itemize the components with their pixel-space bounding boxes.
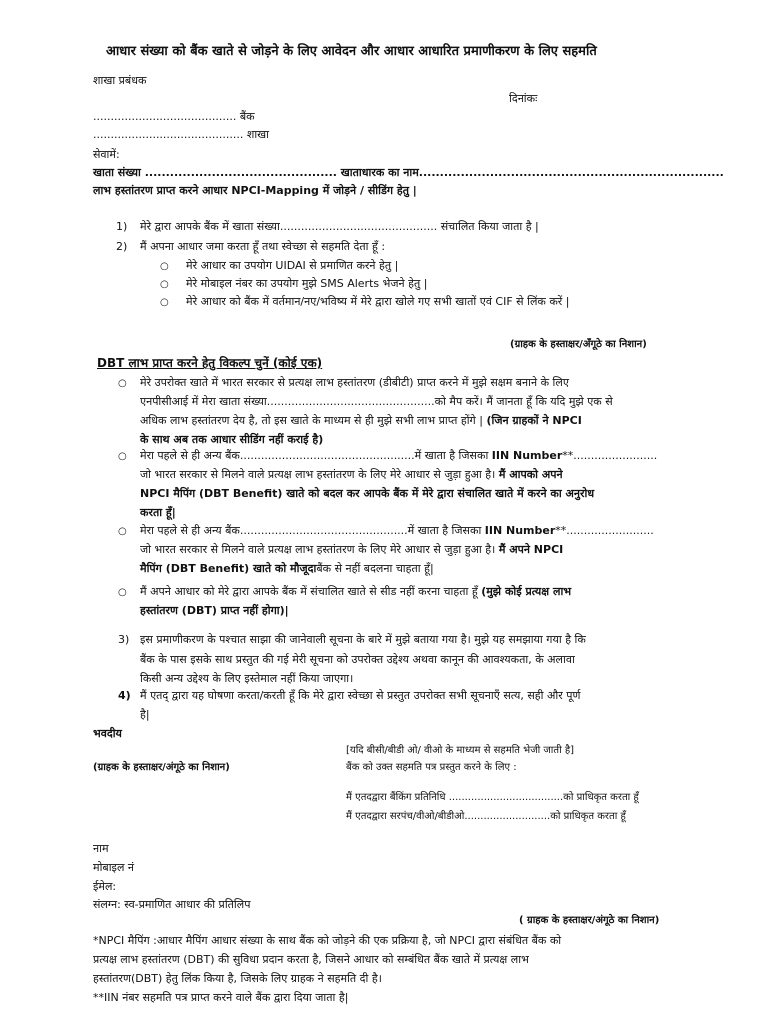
dbt-option-1-line-2: एनपीसीआई में मेरा खाता संख्या................................................को मैप करें। मैं जानता हूँ कि यदि मुझे एक से	[140, 395, 613, 408]
item-1-text: मेरे द्वारा आपके बैंक में खाता संख्या............................................. संचालित किया जाता है |	[140, 220, 539, 233]
dbt-option-1-line-4: के साथ अब तक आधार सीडिंग नहीं कराई है)	[140, 433, 324, 446]
bullet-icon: ○	[160, 261, 169, 272]
item-4-line-2: है|	[140, 708, 150, 721]
name-label: नाम	[93, 842, 109, 855]
bullet-icon: ○	[160, 297, 169, 308]
salutation: सेवामें:	[93, 148, 120, 161]
option-bullet-icon: ○	[118, 378, 127, 389]
bc-authorization-2: मैं एतदद्वारा सरपंच/वीओ/बीडीओ...........................को प्राधिकृत करता हूँ	[346, 811, 626, 822]
option-bullet-icon: ○	[118, 451, 127, 462]
yours-faithfully: भवदीय	[93, 727, 122, 740]
option-bullet-icon: ○	[118, 587, 127, 598]
item-3-number: 3)	[118, 633, 130, 646]
bc-note-line-1: [यदि बीसी/बीडी ओ/ वीओ के माध्यम से सहमति भेजी जाती है]	[346, 745, 575, 756]
dbt-option-2-line-2: जो भारत सरकार से मिलने वाले प्रत्यक्ष लाभ हस्तांतरण के लिए मेरे आधार से जुड़ा हुआ है। मैं आपको अपने	[140, 468, 563, 481]
footnote-npci-line-2: प्रत्यक्ष लाभ हस्तांतरण (DBT) की सुविधा प्रदान करता है, जिसने आधार को सम्बंधित बैंक खाते में प्रत्यक्ष लाभ	[93, 953, 529, 966]
branch-manager-label: शाखा प्रबंधक	[93, 74, 147, 87]
dbt-option-3-line-1: मेरा पहले से ही अन्य बैंक................................................में खाता है जिसका IIN Number**.........................	[140, 524, 654, 537]
dbt-option-3-line-2: जो भारत सरकार से मिलने वाले प्रत्यक्ष लाभ हस्तांतरण के लिए मेरे आधार से जुड़ा हुआ है। मैं अपने NPCI	[140, 543, 564, 556]
consent-bullet-cif: मेरे आधार को बैंक में वर्तमान/नए/भविष्य में मेरे द्वारा खोले गए सभी खातों एवं CIF से लिंक करें |	[186, 295, 570, 308]
option-bullet-icon: ○	[118, 526, 127, 537]
dbt-option-2-line-3: NPCI मैपिंग (DBT Benefit) खाते को बदल कर आपके बैंक में मेरे द्वारा संचालित खाते में करने का अनुरोध	[140, 487, 595, 500]
dbt-option-1-line-1: मेरे उपरोक्त खाते में भारत सरकार से प्रत्यक्ष लाभ हस्तांतरण (डीबीटी) प्राप्त करने में मुझे सक्षम बनाने के लिए	[140, 376, 569, 389]
customer-signature-label-3: ( ग्राहक के हस्ताक्षर/अंगूठे का निशान)	[519, 915, 660, 926]
bc-note-line-2: बैंक को उक्त सहमति पत्र प्रस्तुत करने के लिए :	[346, 762, 517, 773]
date-label: दिनांकः	[509, 92, 538, 105]
customer-signature-label-1: (ग्राहक के हस्ताक्षर/अँगूठे का निशान)	[510, 339, 647, 350]
dbt-option-2-line-4: करता हूँ|	[140, 506, 176, 519]
bullet-icon: ○	[160, 279, 169, 290]
bank-line: ......................................... बैंक	[93, 110, 255, 123]
dbt-option-4-line-2: हस्तांतरण (DBT) प्राप्त नहीं होगा)|	[140, 604, 289, 617]
dbt-options-heading: DBT लाभ प्राप्त करने हेतु विकल्प चुनें (कोई एक)	[97, 356, 323, 370]
bc-authorization-1: मैं एतदद्वारा बैंकिंग प्रतिनिधि ....................................को प्राधिकृत करता हूँ	[346, 792, 639, 803]
dbt-option-3-line-3: मैपिंग (DBT Benefit) खाते को मौजूदाबैंक से नहीं बदलना चाहता हूँ|	[140, 562, 434, 575]
email-label: ईमेल:	[93, 880, 117, 893]
consent-bullet-uidai: मेरे आधार का उपयोग UIDAI से प्रमाणित करने हेतु |	[186, 259, 399, 272]
item-4-number: 4)	[118, 689, 131, 702]
footnote-iin: **IIN नंबर सहमति पत्र प्राप्त करने वाले बैंक द्वारा दिया जाता है|	[93, 991, 349, 1004]
item-1-number: 1)	[116, 220, 128, 233]
branch-line: ........................................... शाखा	[93, 128, 270, 141]
consent-bullet-sms: मेरे मोबाइल नंबर का उपयोग मुझे SMS Alerts भेजने हेतु |	[186, 277, 428, 290]
account-line: खाता संख्या .............................................. खाताधारक का नाम.........................................................................	[93, 166, 724, 179]
item-2-number: 2)	[116, 240, 128, 253]
item-3-line-1: इस प्रमाणीकरण के पश्चात साझा की जानेवाली सूचना के बारे में मुझे बताया गया है। मुझे यह समझाया गया है कि	[140, 633, 586, 646]
item-2-text: मैं अपना आधार जमा करता हूँ तथा स्वेच्छा से सहमति देता हूँ :	[140, 240, 386, 253]
form-title: आधार संख्या को बैंक खाते से जोड़ने के लिए आवेदन और आधार आधारित प्रमाणीकरण के लिए सहमति	[106, 44, 597, 59]
footnote-npci-line-1: *NPCI मैपिंग :आधार मैपिंग आधार संख्या के साथ बैंक को जोड़ने की एक प्रक्रिया है, जो NPCI द्वारा संबंधित बैंक को	[93, 934, 562, 947]
footnote-npci-line-3: हस्तांतरण(DBT) हेतु लिंक किया है, जिसके लिए ग्राहक ने सहमति दी है।	[93, 972, 382, 985]
item-3-line-3: किसी अन्य उद्देश्य के लिए इस्तेमाल नहीं किया जाएगा।	[140, 672, 354, 685]
dbt-option-1-line-3: अधिक लाभ हस्तांतरण देय है, तो इस खाते के माध्यम से ही मुझे सभी लाभ प्राप्त होंगे | (जिन ग्राहकों ने NPCI	[140, 414, 582, 427]
mobile-label: मोबाइल नं	[93, 861, 135, 874]
customer-signature-label-2: (ग्राहक के हस्ताक्षर/अंगूठे का निशान)	[93, 762, 230, 773]
item-3-line-2: बैंक के पास इसके साथ प्रस्तुत की गई मेरी सूचना को उपरोक्त उद्देश्य अथवा कानून की आवश्यकता, के अलावा	[140, 653, 575, 666]
item-4-line-1: मैं एतद् द्वारा यह घोषणा करता/करती हूँ कि मेरे द्वारा स्वेच्छा से प्रस्तुत उपरोक्त सभी सूचनाएँ सत्य, सही और पूर्ण	[140, 689, 581, 702]
attachment-note: संलग्न: स्व-प्रमाणित आधार की प्रतिलिप	[93, 898, 251, 911]
dbt-option-2-line-1: मेरा पहले से ही अन्य बैंक..................................................में खाता है जिसका IIN Number**........................	[140, 449, 658, 462]
subject-line: लाभ हस्तांतरण प्राप्त करने आधार NPCI-Mapping में जोड़ने / सीडिंग हेतु |	[93, 184, 417, 197]
dbt-option-4-line-1: मैं अपने आधार को मेरे द्वारा आपके बैंक में संचालित खाते से सीड नहीं करना चाहता हूँ (मुझे कोई प्रत्यक्ष लाभ	[140, 585, 572, 598]
